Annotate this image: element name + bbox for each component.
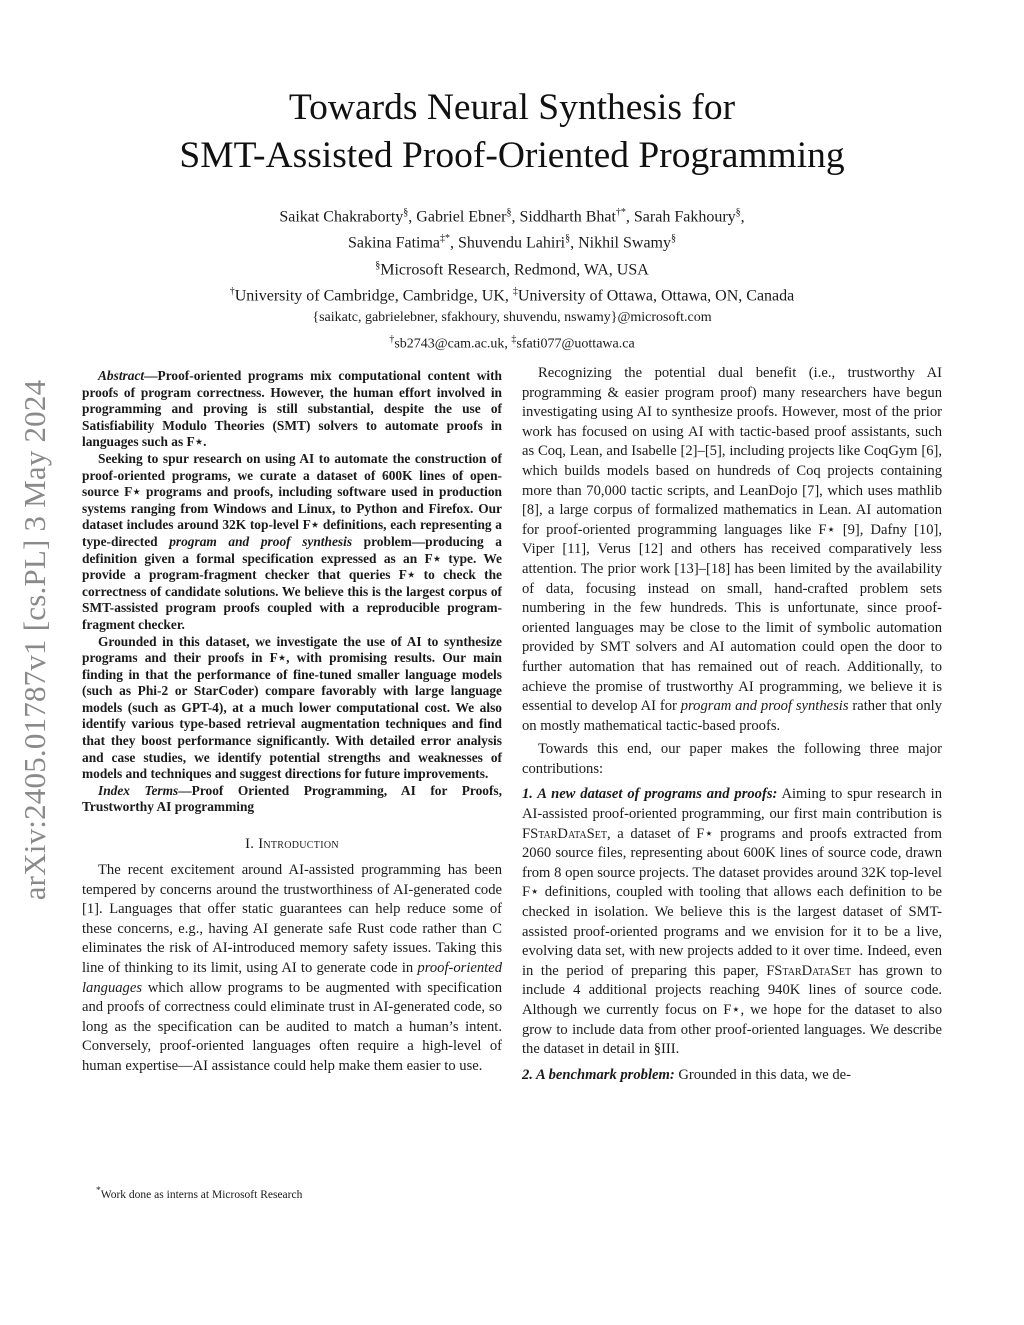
- affiliation-microsoft: [0, 255, 1024, 281]
- paper-title: [0, 84, 1024, 180]
- right-para-2: [522, 740, 942, 779]
- author-list: [0, 202, 1024, 356]
- abstract-text: problem—producing a definition given a formal specification expressed as an F⋆ type. We provide a program-fragment checker that queries F⋆ to check the correctness of candidate solutions. We believe this is the largest corpus of SMT-assisted program proofs coupled with a reproducible program-fragment checker.: [82, 533, 502, 632]
- title-line-2: SMT-Assisted Proof-Oriented Programming: [179, 135, 845, 176]
- body-text: Towards this end, our paper makes the following three major contributions:: [522, 741, 942, 777]
- arxiv-stamp: [0, 360, 70, 920]
- section-number: I.: [245, 836, 255, 853]
- body-text: rather that only on mostly mathematical tactic-based proofs.: [522, 698, 942, 734]
- abstract-para-2: [82, 451, 502, 634]
- affiliation-text: University of Ottawa, Ottawa, ON, Canada: [517, 287, 795, 305]
- footnote-text: Work done as interns at Microsoft Research: [100, 1188, 303, 1201]
- body-text: Aiming to spur research in AI-assisted proof-oriented programming, our first main contribution is: [522, 786, 942, 823]
- body-text: , a dataset of F⋆ programs and proofs extracted from 2060 source files, representing about 600K lines of source code, drawn from 8 open source projects. The dataset provides around 32K top-level F⋆ definitions, coupled with tooling that allows each definition to be checked in isolation. We believe this is the largest dataset of SMT-assisted proof-oriented programs and we envision for it to be a live, evolving data set, with new projects added to it over time. Indeed, even in the period of preparing this paper,: [522, 825, 942, 979]
- body-text: Grounded in this data, we de-: [674, 1066, 851, 1083]
- body-text: Recognizing the potential dual benefit (i.e., trustworthy AI programming & easier program proof) many researchers have begun investigating using AI to synthesize proofs. However, most of the prior work has focused on using AI with tactic-based proof assistants, such as Coq, Lean, and Isabelle [2]–[5], including projects like CoqGym [6], which builds models based on hundreds of Coq projects containing more than 70,000 tactic scripts, and LeanDojo [7], which uses mathlib [8], a large corpus of formalized mathematics in Lean. AI automation for proof-oriented programming languages like F⋆ [9], Dafny [10], Viper [11], Verus [12] and others has received comparatively less attention. The prior work [13]–[18] has been limited by the availability of data, focusing instead on small, hand-crafted problem sets numbering in the few hundreds. This is unfortunate, since proof-oriented languages may be close to the limit of symbolic automation provided by SMT solvers and AI automation could open the door to further automation that has remained out of reach. Additionally, to achieve the promise of trustworthy AI programming, we believe it is essential to develop AI for: [522, 365, 942, 715]
- author-line-1: Saikat Chakraborty§, Gabriel Ebner§, Siddharth Bhat†*, Sarah Fakhoury§,: [279, 207, 745, 226]
- affil-mark: ‡*: [440, 233, 450, 245]
- affil-mark: §: [403, 207, 409, 218]
- author-line-2: Sakina Fatima‡*, Shuvendu Lahiri§, Nikhil Swamy§: [348, 233, 676, 252]
- affil-mark: †*: [615, 207, 626, 218]
- index-terms: [82, 783, 502, 816]
- right-column: [522, 364, 942, 1085]
- author: Nikhil Swamy: [578, 234, 671, 252]
- abstract-text: Grounded in this dataset, we investigate the use of AI to synthesize programs and their proofs in F⋆, with promising results. Our main finding in that the performance of fine-tuned smaller language models (such as Phi-2 or StarCoder) compare favorably with large language models (such as GPT-4), at a much lower computational cost. We also identify various type-based retrieval augmentation techniques and find that they boost performance significantly. With detailed error analysis and case studies, we identify potential strengths and weaknesses of models and techniques and suggest directions for future improvements.: [82, 633, 502, 782]
- author: Shuvendu Lahiri: [458, 234, 566, 252]
- left-column: [82, 368, 502, 1077]
- contribution-1: [522, 785, 942, 1059]
- footnote-mark: *: [96, 1185, 101, 1196]
- abstract: [82, 368, 502, 816]
- section-title: Introduction: [258, 836, 339, 853]
- email-microsoft: [0, 307, 1024, 329]
- contribution-2: [522, 1066, 942, 1086]
- affiliation-universities: [0, 281, 1024, 307]
- email-text: {saikatc, gabrielebner, sfakhoury, shuvendu, nswamy}@microsoft.com: [312, 310, 712, 326]
- body-emphasis: proof-oriented languages: [82, 960, 502, 996]
- body-text: has grown to include 4 additional projects reaching 940K lines of source code. Although we currently focus on F⋆, we hope for the dataset to also grow to include data from other proof-oriented languages. We describe the dataset in detail in §III.: [522, 962, 942, 1058]
- abstract-emphasis: program and proof synthesis: [169, 533, 353, 549]
- body-emphasis: program and proof synthesis: [680, 698, 849, 715]
- email-universities: [0, 329, 1024, 356]
- introduction-body: [82, 861, 502, 1077]
- title-line-1: Towards Neural Synthesis for: [288, 87, 736, 128]
- dataset-name: FStarDataSet: [766, 962, 852, 979]
- affil-mark: §: [565, 233, 571, 245]
- affil-mark: §: [735, 207, 741, 218]
- intro-para-1: [82, 861, 502, 1077]
- abstract-para-3: [82, 634, 502, 783]
- index-terms-text: —Proof Oriented Programming, AI for Proofs, Trustworthy AI programming: [82, 782, 502, 815]
- affil-mark: ‡: [512, 285, 518, 297]
- section-heading-introduction: [82, 836, 502, 853]
- affil-mark: §: [506, 207, 512, 218]
- affiliation-text: Microsoft Research, Redmond, WA, USA: [380, 260, 649, 278]
- affil-mark: §: [375, 259, 381, 271]
- footnote: [96, 1185, 496, 1201]
- contribution-heading: 2. A benchmark problem:: [522, 1066, 675, 1083]
- abstract-text: —Proof-oriented programs mix computational content with proofs of program correctness. However, the human effort involved in programming and proving is still substantial, despite the use of Satisfiability Modulo Theories (SMT) solvers to automate proofs in languages such as F⋆.: [82, 368, 502, 450]
- affil-mark: †: [229, 285, 235, 297]
- contribution-heading: 1. A new dataset of programs and proofs:: [522, 786, 778, 803]
- index-terms-label: Index Terms: [98, 782, 179, 798]
- email-text: sfati077@uottawa.ca: [516, 336, 635, 352]
- abstract-text: Seeking to spur research on using AI to automate the construction of proof-oriented programs, we curate a dataset of 600K lines of open-source F⋆ programs and proofs, including software used in production systems ranging from Windows and Linux, to Python and Firefox. Our dataset includes around 32K top-level F⋆ definitions, each representing a type-directed: [82, 450, 502, 549]
- dataset-name: FStarDataSet: [522, 825, 607, 842]
- author: Saikat Chakraborty: [279, 208, 404, 226]
- abstract-para-1: [82, 368, 502, 451]
- body-text: which allow programs to be augmented with specification and proofs of correctness could eliminate trust in AI-generated code, so long as the specification can be audited to match a human’s intent. Conversely, proof-oriented languages often require a high-level of human expertise—AI assistance could help make them easier to use.: [82, 979, 502, 1074]
- abstract-label: Abstract: [98, 368, 145, 383]
- author: Siddharth Bhat: [519, 208, 616, 226]
- affiliation-text: University of Cambridge, Cambridge, UK,: [234, 287, 509, 305]
- author: Sarah Fakhoury: [633, 208, 736, 226]
- body-text: The recent excitement around AI-assisted programming has been tempered by concerns around the trustworthiness of AI-generated code [1]. Languages that offer static guarantees can help reduce some of these concerns, e.g., having AI generate safe Rust code rather than C eliminates the risk of AI-introduced memory safety issues. Taking this line of thinking to its limit, using AI to generate code in: [82, 862, 502, 976]
- affil-mark: §: [670, 233, 676, 245]
- email-text: sb2743@cam.ac.uk,: [394, 336, 508, 352]
- right-para-1: [522, 364, 942, 736]
- author: Gabriel Ebner: [416, 208, 507, 226]
- affil-mark: ‡: [511, 334, 517, 346]
- affil-mark: †: [389, 334, 395, 346]
- author: Sakina Fatima: [348, 234, 440, 252]
- arxiv-stamp-text: arXiv:2405.01787v1 [cs.PL] 3 May 2024: [17, 379, 52, 901]
